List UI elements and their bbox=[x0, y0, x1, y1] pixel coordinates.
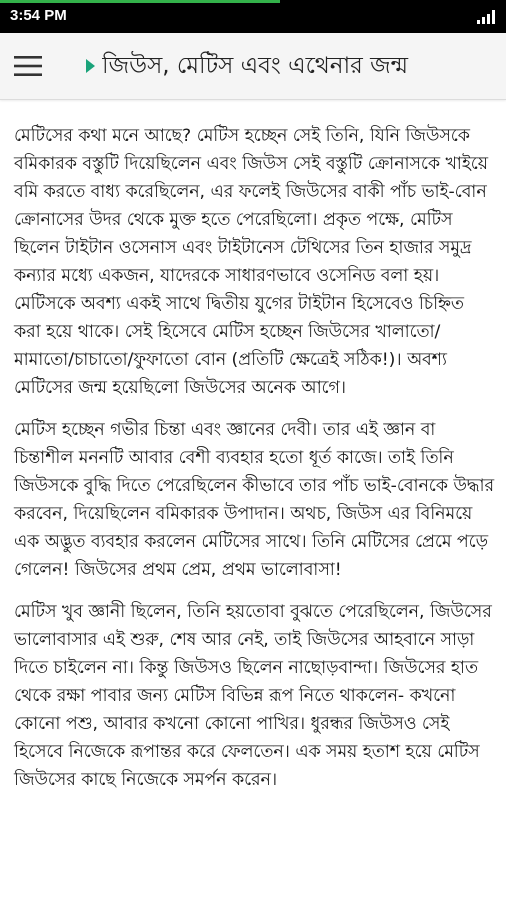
status-accent-line bbox=[0, 0, 280, 3]
signal-icon bbox=[476, 9, 498, 25]
app-bar bbox=[0, 33, 506, 100]
play-triangle-icon bbox=[86, 59, 95, 73]
article-paragraph: মেটিস হচ্ছেন গভীর চিন্তা এবং জ্ঞানের দেবী। তার এই জ্ঞান বা চিন্তাশীল মননটি আবার বেশী ব্যবহার হতো ধূর্ত কাজে। তাই তিনি জিউসকে বুদ্ধি দিতে পেরেছিলেন কীভাবে তার পাঁচ ভাই-বোনকে উদ্ধার করবেন, দিয়েছিলেন বমিকারক উপাদান। অথচ, জিউস এর বিনিময়ে এক অদ্ভুত ব্যবহার করলেন মেটিসের সাথে। তিনি মেটিসের প্রেমে পড়ে গেলেন! জিউসের প্রথম প্রেম, প্রথম ভালোবাসা! bbox=[14, 420, 494, 580]
menu-button[interactable] bbox=[10, 49, 46, 83]
status-time: 3:54 PM bbox=[10, 7, 67, 24]
article-body bbox=[14, 122, 494, 808]
article-paragraph: মেটিসের কথা মনে আছে? মেটিস হচ্ছেন সেই তিনি, যিনি জিউসকে বমিকারক বস্তুটি দিয়েছিলেন এবং জিউস সেই বস্তুটি ক্রোনাসকে খাইয়ে বমি করতে বাধ্য করেছিলেন, এর ফলেই জিউসের বাকী পাঁচ ভাই-বোন ক্রোনাসের উদর থেকে মুক্ত হতে পেরেছিলো। প্রকৃত পক্ষে, মেটিস ছিলেন টাইটান ওসেনাস এবং টাইটানেস টেথিসের তিন হাজার সমুদ্র কন্যার মধ্যে একজন, যাদেরকে সাধারণভাবে ওসেনিড বলা হয়। মেটিসকে অবশ্য একই সাথে দ্বিতীয় যুগের টাইটান হিসেবেও চিহ্নিত করা হয়ে থাকে। সেই হিসেবে মেটিস হচ্ছেন জিউসের খালাতো/মামাতো/চাচাতো/ফুফাতো বোন (প্রতিটি ক্ষেত্রেই সঠিক!)। অবশ্য মেটিসের জন্ম হয়েছিলো জিউসের অনেক আগে। bbox=[14, 126, 488, 398]
page-title: জিউস, মেটিস এবং এথেনার জন্ম bbox=[102, 53, 409, 79]
status-bar bbox=[0, 0, 506, 33]
hamburger-menu-icon bbox=[14, 56, 42, 76]
article-paragraph: মেটিস খুব জ্ঞানী ছিলেন, তিনি হয়তোবা বুঝতে পেরেছিলেন, জিউসের ভালোবাসার এই শুরু, শেষ আর নেই, তাই জিউসের আহবানে সাড়া দিতে চাইলেন না। কিন্তু জিউসও ছিলেন নাছোড়বান্দা। জিউসের হাত থেকে রক্ষা পাবার জন্য মেটিস বিভিন্ন রূপ নিতে থাকলেন- কখনো কোনো পশু, আবার কখনো কোনো পাখির। ধুরন্ধর জিউসও সেই হিসেবে নিজেকে রূপান্তর করে ফেলতেন। এক সময় হতাশ হয়ে মেটিস জিউসের কাছে নিজেকে সমর্পন করেন। bbox=[14, 602, 492, 790]
